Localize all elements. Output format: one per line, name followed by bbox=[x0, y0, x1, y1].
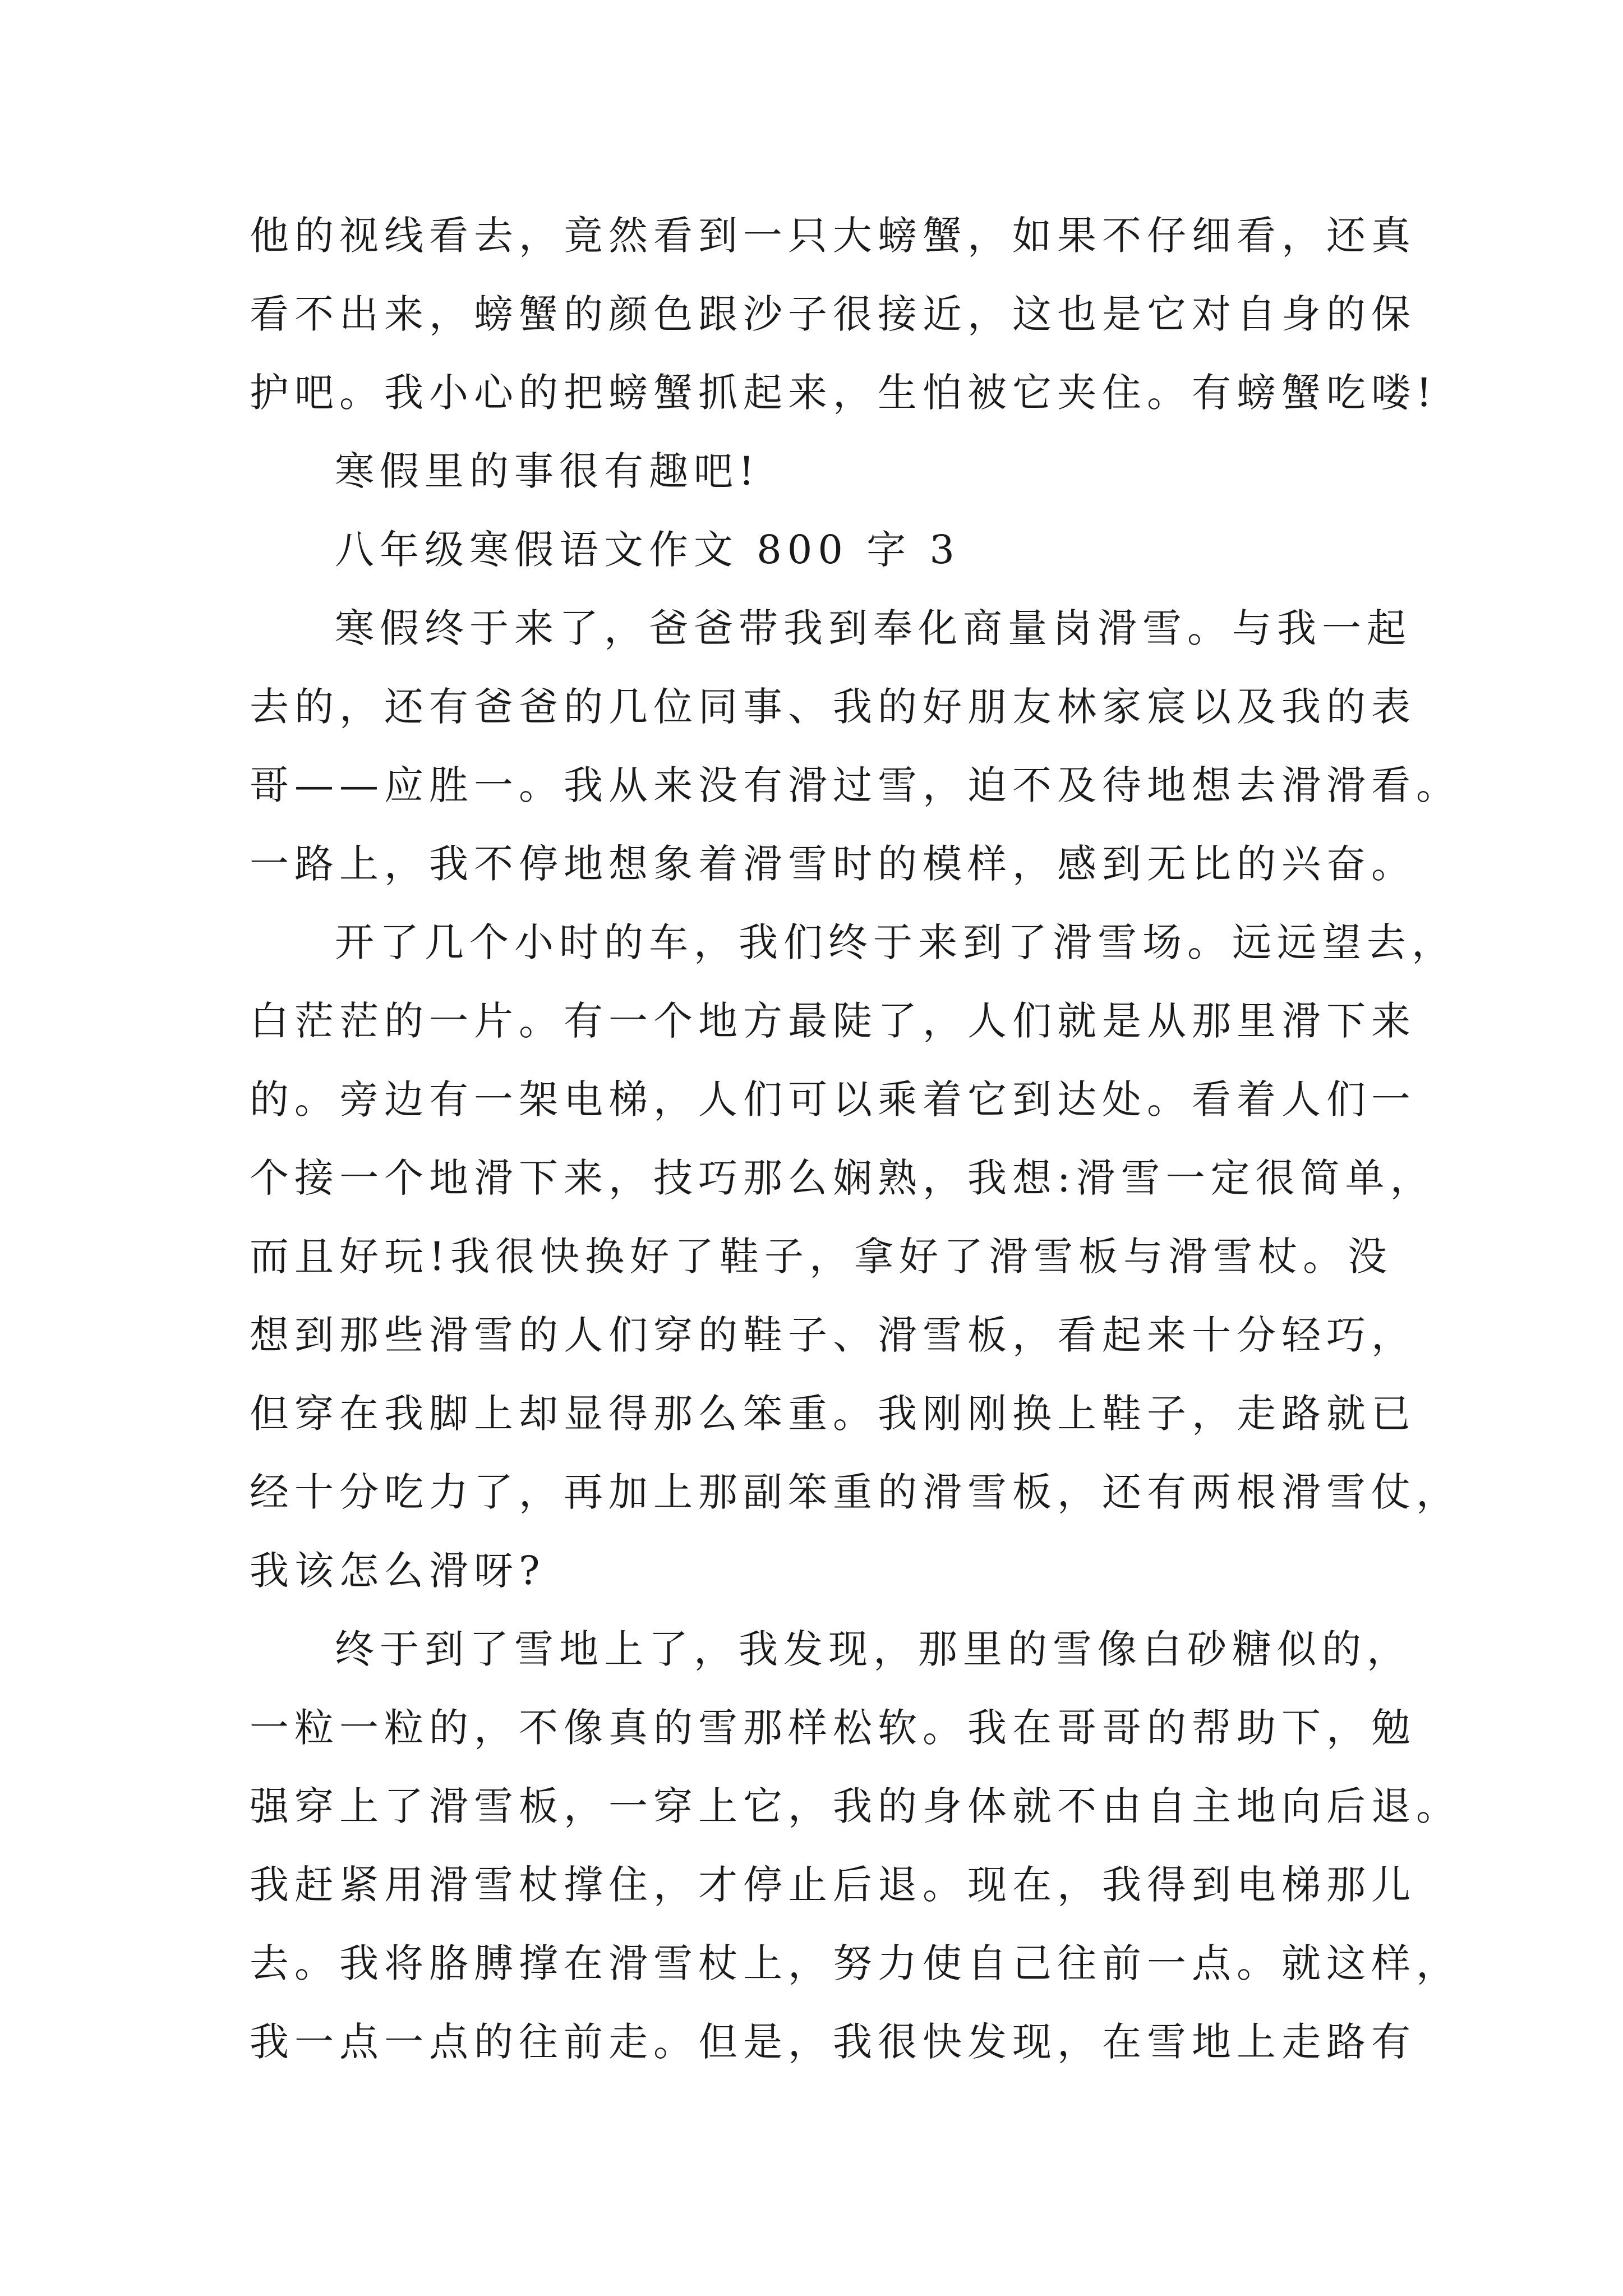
text-line: 寒假里的事很有趣吧! bbox=[335, 448, 760, 494]
text-line: 一粒一粒的，不像真的雪那样松软。我在哥哥的帮助下，勉 bbox=[250, 1705, 1416, 1751]
text-line: 终于到了雪地上了，我发现，那里的雪像白砂糖似的， bbox=[335, 1626, 1412, 1672]
text-line: 去的，还有爸爸的几位同事、我的好朋友林家宸以及我的表 bbox=[250, 684, 1416, 730]
text-line: 经十分吃力了，再加上那副笨重的滑雪板，还有两根滑雪仗， bbox=[250, 1469, 1461, 1515]
document-body bbox=[250, 209, 1461, 2093]
text-line: 看不出来，螃蟹的颜色跟沙子很接近，这也是它对自身的保 bbox=[250, 291, 1416, 337]
text-line: 寒假终于来了，爸爸带我到奉化商量岗滑雪。与我一起 bbox=[335, 605, 1412, 651]
text-line: 白茫茫的一片。有一个地方最陡了，人们就是从那里滑下来 bbox=[250, 998, 1416, 1044]
text-line: 开了几个小时的车，我们终于来到了滑雪场。远远望去， bbox=[335, 919, 1456, 965]
section-heading: 八年级寒假语文作文 800 字 3 bbox=[335, 527, 960, 573]
text-line: 的。旁边有一架电梯，人们可以乘着它到达处。看着人们一 bbox=[250, 1076, 1416, 1122]
text-line: 我该怎么滑呀? bbox=[250, 1548, 546, 1594]
text-line: 我一点一点的往前走。但是，我很快发现，在雪地上走路有 bbox=[250, 2019, 1416, 2065]
text-line: 强穿上了滑雪板，一穿上它，我的身体就不由自主地向后退。 bbox=[250, 1783, 1461, 1829]
text-line: 一路上，我不停地想象着滑雪时的模样，感到无比的兴奋。 bbox=[250, 841, 1416, 887]
text-line: 个接一个地滑下来，技巧那么娴熟，我想:滑雪一定很简单， bbox=[250, 1155, 1435, 1201]
text-line: 而且好玩!我很快换好了鞋子，拿好了滑雪板与滑雪杖。没 bbox=[250, 1234, 1393, 1280]
text-line: 护吧。我小心的把螃蟹抓起来，生怕被它夹住。有螃蟹吃喽! bbox=[250, 370, 1438, 416]
text-line: 想到那些滑雪的人们穿的鞋子、滑雪板，看起来十分轻巧， bbox=[250, 1312, 1416, 1358]
text-line: 哥——应胜一。我从来没有滑过雪，迫不及待地想去滑滑看。 bbox=[250, 762, 1461, 808]
text-line: 他的视线看去，竟然看到一只大螃蟹，如果不仔细看，还真 bbox=[250, 213, 1416, 259]
text-line: 去。我将胳膊撑在滑雪杖上，努力使自己往前一点。就这样， bbox=[250, 1940, 1461, 1986]
text-line: 但穿在我脚上却显得那么笨重。我刚刚换上鞋子，走路就已 bbox=[250, 1391, 1416, 1437]
text-line: 我赶紧用滑雪杖撑住，才停止后退。现在，我得到电梯那儿 bbox=[250, 1862, 1416, 1908]
